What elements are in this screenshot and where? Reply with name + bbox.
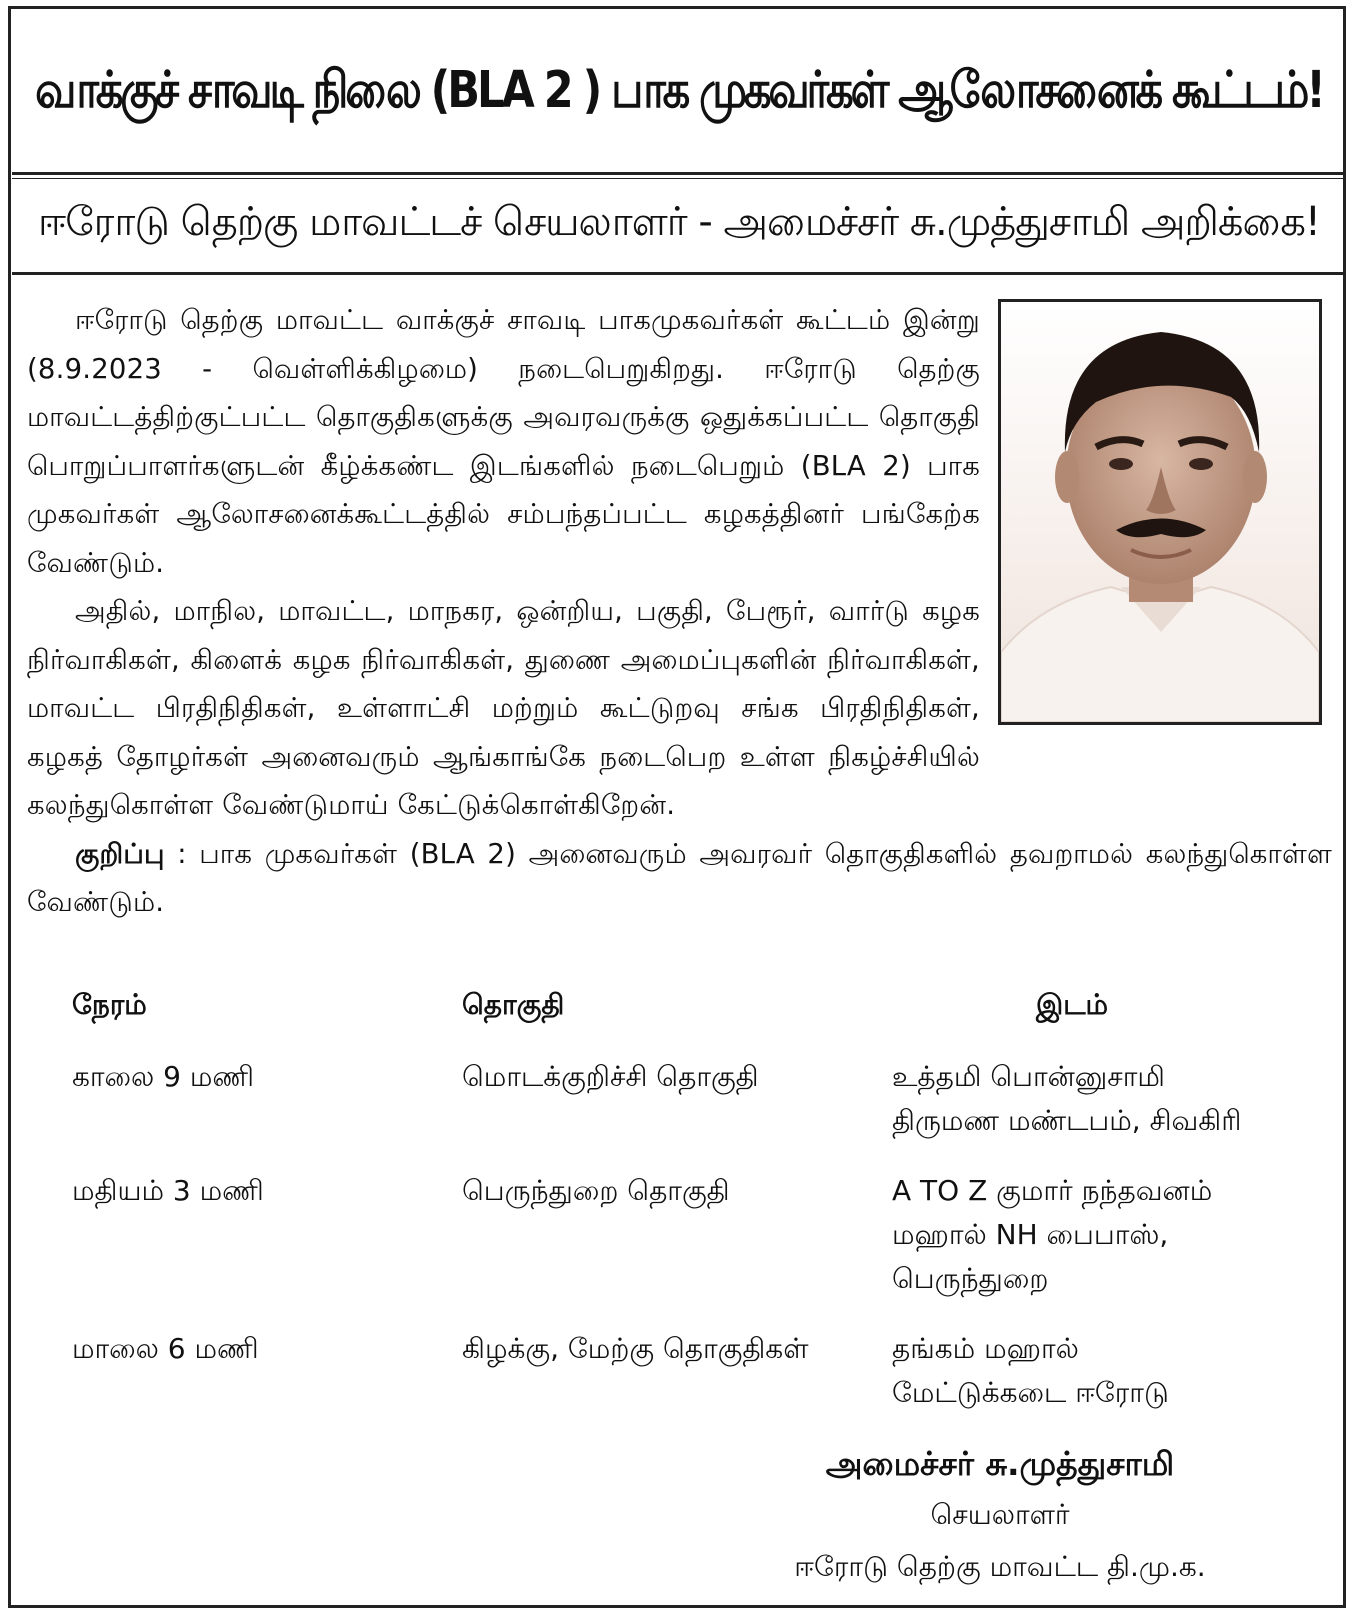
divider-bottom: [12, 272, 1346, 275]
row-3-constituency: கிழக்கு, மேற்கு தொகுதிகள்: [462, 1332, 809, 1365]
row-1-time: காலை 9 மணி: [72, 1060, 255, 1093]
headline: வாக்குச் சாவடி நிலை (BLA 2 ) பாக முகவர்கள் ஆலோசனைக் கூட்டம்!: [35, 60, 1323, 120]
row-1-venue-line-1: உத்தமி பொன்னுசாமி: [892, 1060, 1165, 1093]
row-2-venue-line-3: பெருந்துறை: [892, 1262, 1049, 1295]
row-2-venue-line-2: மஹால் NH பைபாஸ்,: [892, 1218, 1169, 1251]
row-3-venue-line-2: மேட்டுக்கடை ஈரோடு: [892, 1376, 1169, 1409]
row-1-constituency: மொடக்குறிச்சி தொகுதி: [462, 1060, 759, 1093]
divider-top-thin: [12, 178, 1346, 179]
paragraph-2: அதில், மாநில, மாவட்ட, மாநகர, ஒன்றிய, பகுதி, பேரூர், வார்டு கழக நிர்வாகிகள், கிளைக் கழக நிர்வாகிகள், துணை அமைப்புகளின் நிர்வாகிகள், மாவட்ட பிரதிநிதிகள், உள்ளாட்சி மற்றும் கூட்டுறவு சங்க பிரதிநிதிகள், கழகத் தோழர்கள் அனைவரும் ஆங்காங்கே நடைபெற உள்ள நிகழ்ச்சியில் கலந்துகொள்ள வேண்டுமாய் கேட்டுக்கொள்கிறேன்.: [27, 595, 980, 821]
note-label: குறிப்பு: [75, 837, 165, 870]
row-2-venue-line-1: A TO Z குமார் நந்தவனம்: [892, 1174, 1213, 1207]
row-1-venue-line-2: திருமண மண்டபம், சிவகிரி: [892, 1104, 1242, 1137]
body-text: [27, 296, 1332, 927]
signatory-organization: ஈரோடு தெற்கு மாவட்ட தி.மு.க.: [794, 1550, 1206, 1583]
row-3-time: மாலை 6 மணி: [72, 1332, 259, 1365]
row-3-venue-line-1: தங்கம் மஹால்: [892, 1332, 1079, 1365]
divider-top: [12, 172, 1346, 175]
signatory-name: அமைச்சர் சு.முத்துசாமி: [825, 1444, 1175, 1483]
header-constituency: தொகுதி: [462, 988, 565, 1021]
photo-spacer: [980, 296, 1332, 754]
note-text: : பாக முகவர்கள் (BLA 2) அனைவரும் அவரவர் தொகுதிகளில் தவறாமல் கலந்துகொள்ள வேண்டும்.: [27, 837, 1332, 918]
paragraph-1: ஈரோடு தெற்கு மாவட்ட வாக்குச் சாவடி பாகமுகவர்கள் கூட்டம் இன்று (8.9.2023 - வெள்ளிக்கிழமை) நடைபெறுகிறது. ஈரோடு தெற்கு மாவட்டத்திற்குட்பட்ட தொகுதிகளுக்கு அவரவருக்கு ஒதுக்கப்பட்ட தொகுதி பொறுப்பாளர்களுடன் கீழ்க்கண்ட இடங்களில் நடைபெறும் (BLA 2) பாக முகவர்கள் ஆலோசனைக்கூட்டத்தில் சம்பந்தப்பட்ட கழகத்தினர் பங்கேற்க வேண்டும்.: [27, 304, 980, 579]
header-venue: இடம்: [1036, 988, 1109, 1021]
header-time: நேரம்: [72, 988, 147, 1021]
subheadline: ஈரோடு தெற்கு மாவட்டச் செயலாளர் - அமைச்சர் சு.முத்துசாமி அறிக்கை!: [38, 198, 1320, 245]
signatory-role: செயலாளர்: [930, 1498, 1070, 1531]
note-paragraph: [27, 830, 1332, 927]
row-2-time: மதியம் 3 மணி: [72, 1174, 264, 1207]
row-2-constituency: பெருந்துறை தொகுதி: [462, 1174, 730, 1207]
